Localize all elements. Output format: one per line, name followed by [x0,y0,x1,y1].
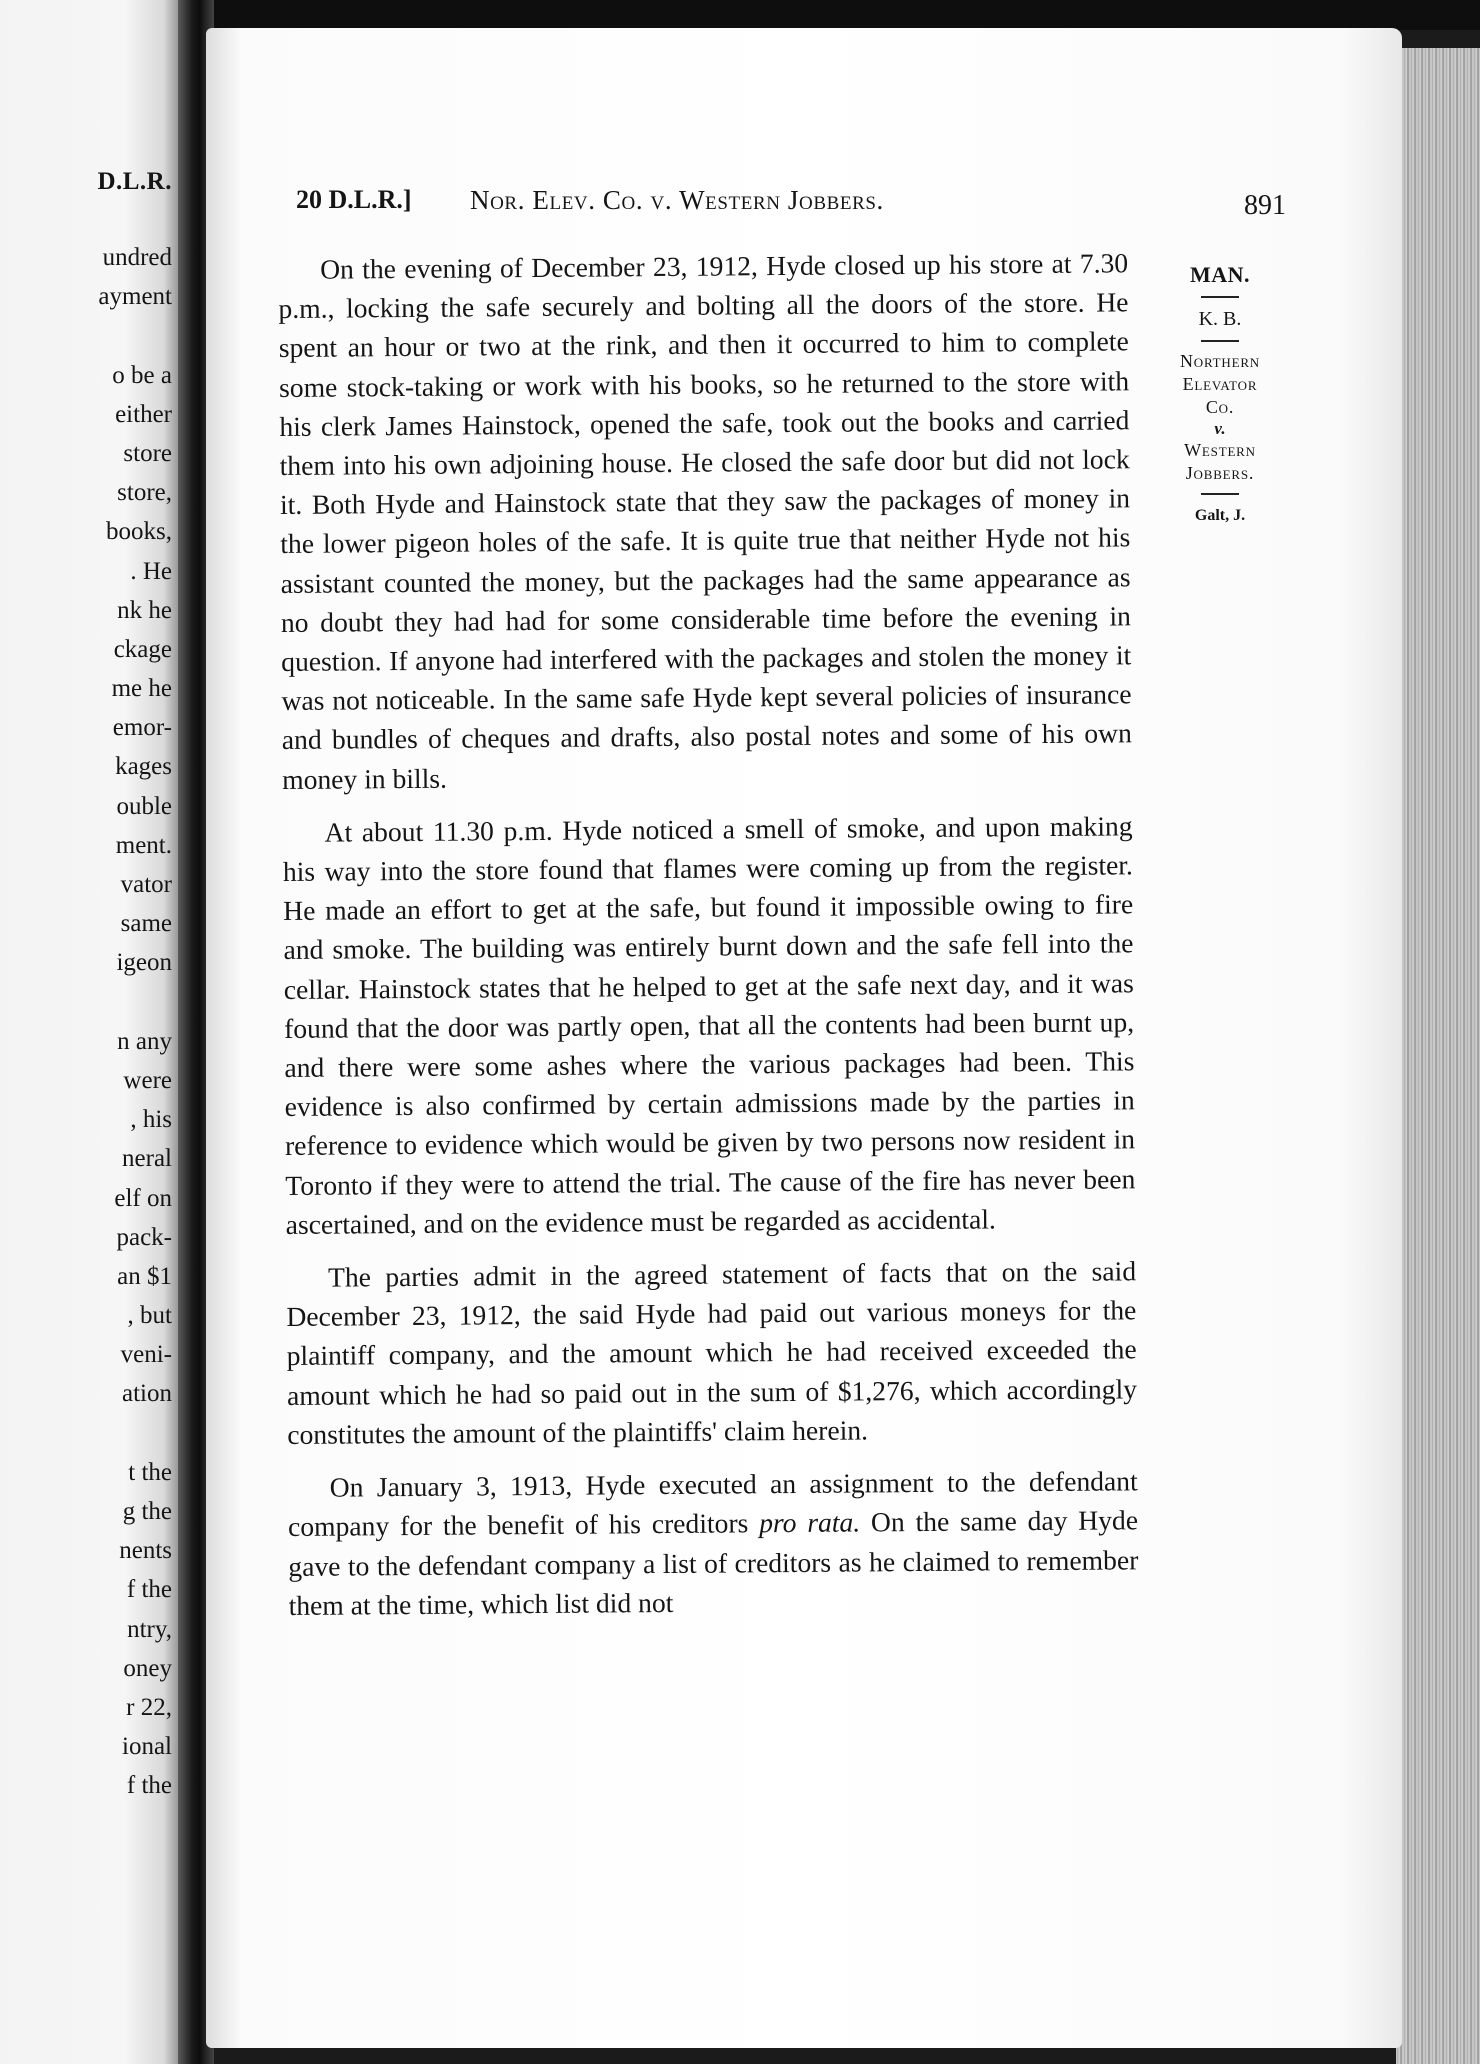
margin-divider [1201,493,1239,495]
plaintiff-line: Co. [1205,397,1235,417]
margin-divider [1201,340,1239,342]
plaintiff-line: Elevator [1182,374,1258,394]
facing-page-line: same [120,910,172,938]
facing-page-line: . He [130,557,172,585]
case-title: Nor. Elev. Co. v. Western Jobbers. [470,185,884,215]
facing-page-line: store, [117,479,172,507]
page-number: 891 [1244,190,1286,221]
division-label: K. B. [1198,308,1242,330]
facing-page-line: an $1 [117,1262,172,1290]
facing-page-line: t the [128,1458,172,1486]
body-text [278,243,1139,1639]
facing-page-line: o be a [112,361,172,389]
court-label: MAN. [1189,262,1251,287]
facing-page-line: ayment [98,283,172,311]
facing-page-line: undred [102,244,172,271]
facing-page-line: , but [127,1302,172,1330]
paragraph: At about 11.30 p.m. Hyde noticed a smell of smoke, and upon making his way into the store found that flames were coming up from the register. He made an effort to get at the safe, but found it impossible owing to fire and smoke. The building was entirely burnt down and the safe fell into the cellar. Hainstock states that he helped to get at the safe next day, and it was found that the door was partly open, that all the contents had been burnt up, and there were some ashes where the various packages had been. This evidence is also confirmed by certain admissions made by the parties in reference to evidence which would be given by two persons now resident in Toronto if they were to attend the trial. The cause of the fire has never been ascertained, and on the evidence must be regarded as accidental. [282,810,1136,1240]
facing-page-line: nk he [117,596,172,624]
facing-page-line: emor- [112,714,172,742]
facing-page-line: ntry, [127,1615,172,1643]
facing-page-line: ment. [115,831,172,859]
facing-page-line [0,316,172,355]
facing-page-line: pack- [116,1223,172,1251]
paragraph-final [288,1461,1139,1624]
facing-page-line: veni- [120,1341,172,1369]
facing-page-line: g the [122,1498,172,1525]
page-fore-edge [1396,48,1480,2064]
paragraph-text: On the same day Hyde gave to the defendant company a list of creditors as he claimed to remember them at the time, which list did not [288,1504,1139,1621]
defendant-line: Western [1184,440,1256,460]
facing-page-line: books, [106,518,172,546]
plaintiff-line: Northern [1179,351,1260,371]
judge-label: Galt, J. [1194,507,1246,524]
facing-page-line: igeon [116,949,172,977]
facing-page-text [0,238,172,1806]
facing-page-line: r 22, [126,1693,172,1721]
margin-divider [1201,296,1239,298]
facing-page-header: D.L.R. [97,168,172,195]
facing-page-line: were [123,1066,172,1094]
italic-phrase: pro rata. [759,1506,861,1539]
facing-page-line: nents [119,1537,172,1565]
paragraph: On the evening of December 23, 1912, Hyde closed up his store at 7.30 p.m., locking the safe securely and bolting all the doors of the store. He spent an hour or two at the rink, and then it occurred to him to complete some stock-taking or work with his books, so he returned to the store with his clerk James Hainstock, opened the safe, took out the books and carried them into his own adjoining house. He closed the safe door but did not lock it. Both Hyde and Hainstock state that they saw the packages of money in the lower pigeon holes of the safe. It is quite true that neither Hyde not his assistant counted the money, but the packages had the same appearance as no doubt they had had for some considerable time before the evening in question. If anyone had interfered with the packages and stolen the money it was not noticeable. In the same safe Hyde kept several policies of insurance and bundles of cheques and drafts, also postal notes and some of his own money in bills. [278,247,1132,795]
facing-page-line: ional [122,1733,172,1761]
facing-page-line: ouble [116,792,172,820]
facing-page-line: ckage [113,635,172,663]
margin-note [1150,262,1290,529]
scan-top-shadow [206,0,1480,30]
facing-page-line [0,1414,172,1453]
facing-page-line: neral [122,1145,172,1173]
facing-page-line: either [115,400,172,428]
paragraph-text: On January 3, 1913, Hyde executed an assignment to the defendant company for the benefit of his creditors [287,1465,1138,1543]
facing-page-line: n any [117,1027,172,1055]
volume-reference: 20 D.L.R.] [296,185,412,214]
facing-page-line: f the [126,1772,172,1800]
facing-page-line: me he [111,675,172,703]
versus-label: v. [1214,419,1226,438]
facing-page-line [0,983,172,1022]
facing-page-line: store [123,439,172,467]
facing-page-line: vator [120,871,172,898]
facing-page-line: ation [122,1380,172,1408]
facing-page-line: elf on [114,1184,172,1212]
facing-page-line: oney [123,1654,172,1682]
facing-page-line: kages [115,753,172,781]
facing-page-line: f the [126,1576,172,1604]
facing-page-line: , his [130,1106,172,1134]
facing-page [0,0,178,2064]
running-head [296,178,1296,222]
paragraph: The parties admit in the agreed statement of facts that on the said December 23, 1912, the said Hyde had paid out various moneys for the plaintiff company, and the amount which he had received exceeded the amount which he had so paid out in the sum of $1,276, which accordingly constitutes the amount of the plaintiffs' claim herein. [286,1255,1138,1450]
defendant-line: Jobbers. [1185,463,1255,483]
